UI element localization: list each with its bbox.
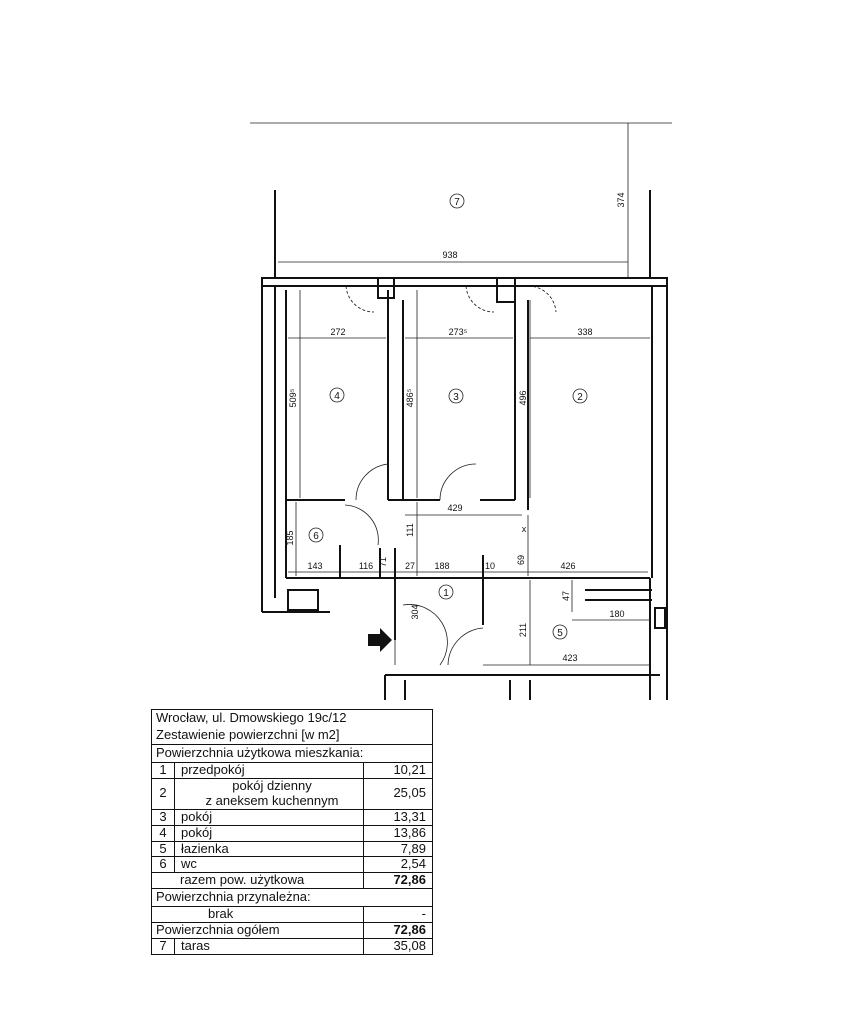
dim-room4-width: 272	[330, 327, 346, 337]
dim-47: 47	[561, 590, 571, 602]
dim-room4-depth: 509⁵	[288, 388, 298, 408]
dim-bath-426: 426	[560, 561, 576, 571]
table-row	[152, 809, 432, 825]
table-row	[152, 825, 432, 841]
row-number: 7	[152, 939, 175, 954]
legend-subtitle: Zestawienie powierzchni [w m2]	[156, 726, 340, 742]
room-1-number: 1	[443, 588, 449, 599]
room-6-number: 6	[313, 531, 319, 542]
dim-terrace-width: 938	[442, 250, 458, 260]
dim-terrace-depth: 374	[616, 192, 626, 208]
dim-wc-116: 116	[358, 561, 374, 571]
room-name: łazienka	[175, 842, 364, 857]
dimension-labels	[285, 327, 625, 663]
room-name-continued: z aneksem kuchennym	[205, 792, 339, 808]
total-usable-value: 72,86	[393, 872, 426, 888]
room-name: wc	[175, 857, 364, 872]
auxiliary-label: brak	[152, 907, 364, 922]
total-label: Powierzchnia ogółem	[152, 923, 364, 938]
dim-room2-width: 338	[577, 327, 593, 337]
row-number: 3	[152, 810, 175, 825]
dim-bath-211: 211	[518, 622, 528, 638]
auxiliary-area-header: Powierzchnia przynależna:	[156, 889, 311, 905]
row-number: 2	[152, 779, 175, 809]
room-area: 7,89	[400, 840, 426, 856]
dim-10: 10	[484, 561, 496, 571]
room-name: pokój dzienny	[232, 777, 312, 793]
dim-hall-111: 111	[405, 523, 415, 537]
terrace	[250, 123, 672, 278]
table-row	[152, 856, 432, 872]
table-row	[152, 938, 432, 954]
usable-area-header: Powierzchnia użytkowa mieszkania:	[156, 744, 364, 760]
row-number: 6	[152, 857, 175, 872]
total-row	[152, 922, 432, 938]
dim-room3-width: 273⁵	[448, 327, 468, 337]
dim-room2-depth: 496	[518, 390, 528, 406]
dim-bath-423: 423	[562, 653, 578, 663]
dim-bath-180: 180	[609, 609, 625, 619]
room-2-number: 2	[577, 392, 583, 403]
table-row	[152, 841, 432, 857]
room-name: pokój	[175, 810, 364, 825]
row-number: 5	[152, 842, 175, 857]
legend-address: Wrocław, ul. Dmowskiego 19c/12	[156, 710, 347, 725]
room-area: 2,54	[400, 856, 426, 872]
dim-hall-304: 304	[410, 604, 420, 620]
dim-hall-429: 429	[447, 503, 463, 513]
room-5-number: 5	[557, 628, 563, 639]
total-value: 72,86	[393, 922, 426, 938]
room-4-number: 4	[334, 391, 340, 402]
dim-hall-188: 188	[434, 561, 450, 571]
dim-69: 69	[516, 554, 526, 566]
room-area: 25,05	[393, 785, 426, 801]
terrace-area: 35,08	[393, 938, 426, 954]
room-3-number: 3	[453, 392, 459, 403]
dim-x: x	[521, 524, 527, 534]
dim-wc-143: 143	[307, 561, 323, 571]
total-usable-label: razem pow. użytkowa	[152, 873, 364, 888]
entrance-arrow-icon	[368, 628, 392, 652]
table-row	[152, 778, 432, 809]
auxiliary-row	[152, 906, 432, 922]
area-summary-table	[151, 709, 433, 955]
dim-27: 27	[404, 561, 416, 571]
room-name: pokój	[175, 826, 364, 841]
dim-wc-depth: 185	[285, 530, 295, 546]
room-area: 13,31	[393, 808, 426, 824]
dim-71: 71	[378, 556, 388, 568]
outer-walls	[262, 278, 667, 700]
doors	[345, 286, 556, 665]
room-numbers	[309, 388, 587, 639]
table-row	[152, 762, 432, 778]
room-name: przedpokój	[175, 763, 364, 778]
total-usable-row	[152, 872, 432, 888]
room-area: 10,21	[393, 761, 426, 777]
auxiliary-value: -	[421, 906, 426, 922]
row-number: 4	[152, 826, 175, 841]
row-number: 1	[152, 763, 175, 778]
room-area: 13,86	[393, 824, 426, 840]
room-7-number: 7	[454, 197, 460, 208]
dimension-lines	[288, 290, 650, 665]
terrace-name: taras	[175, 939, 364, 954]
dim-room3-depth: 486⁵	[405, 388, 415, 408]
